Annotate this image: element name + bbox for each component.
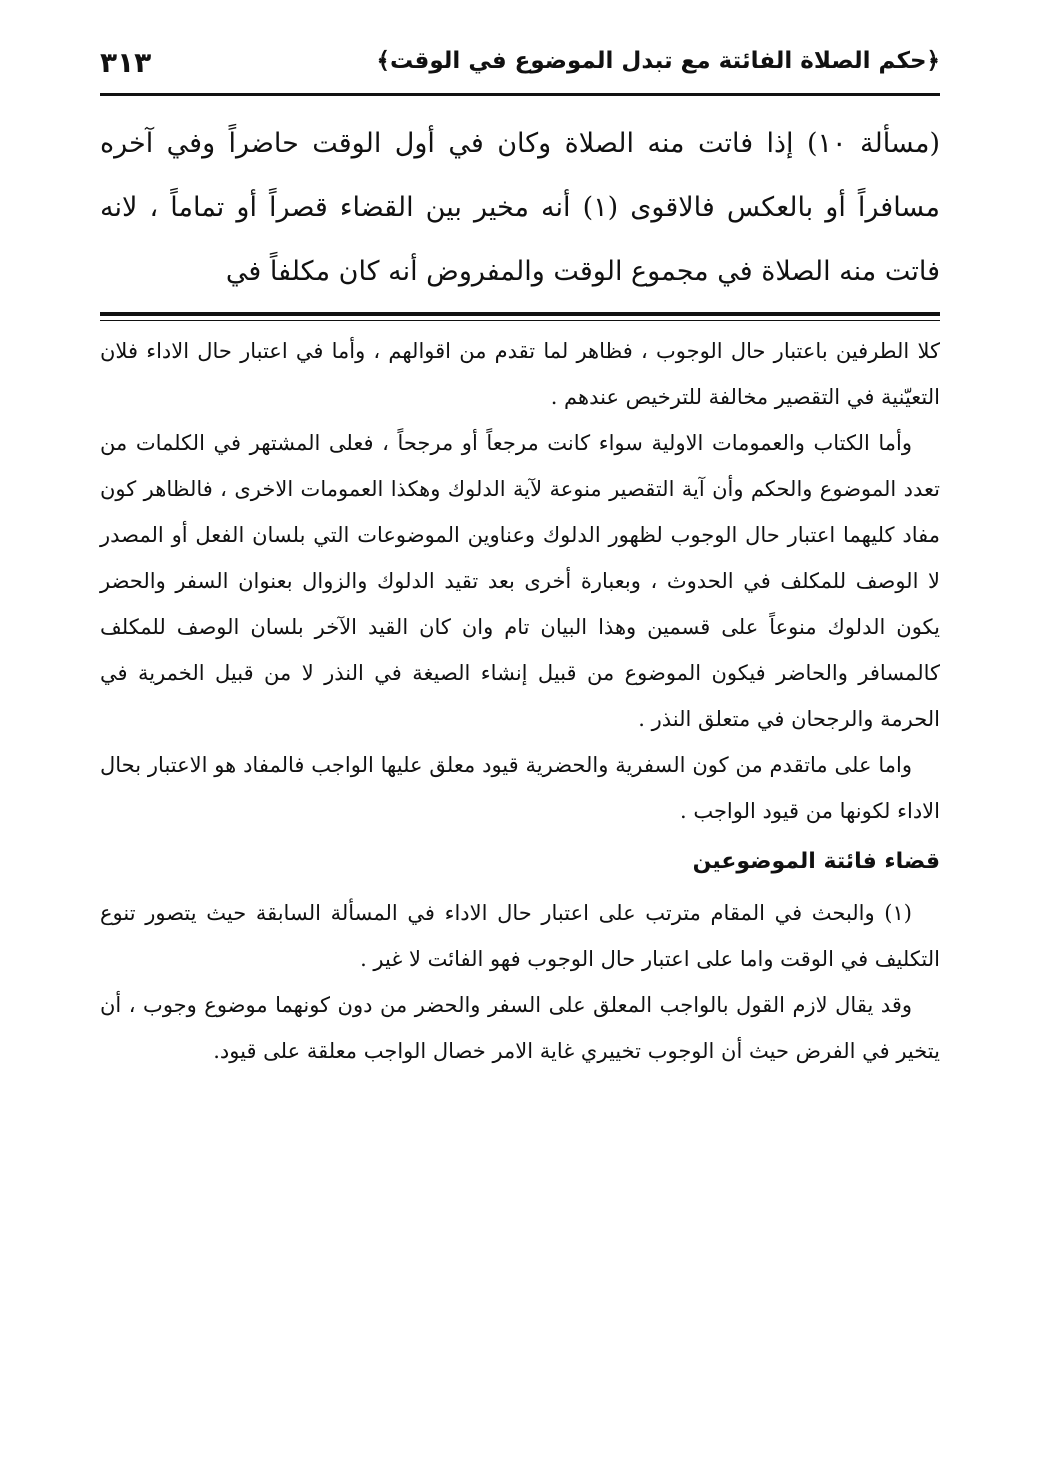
footnote-paragraph-5: وقد يقال لازم القول بالواجب المعلق على السفر والحضر من دون كونهما موضوع وجوب ، أن يتخير في الفرض حيث أن الوجوب تخييري غاية الامر خصال الواجب معلقة على قيود.	[100, 993, 940, 1063]
footnote-paragraph-4: (١) والبحث في المقام مترتب على اعتبار حال الاداء في المسألة السابقة حيث يتصور تنوع التكليف في الوقت واما على اعتبار حال الوجوب فهو الفائت لا غير .	[100, 901, 940, 971]
footnote-separator-thick	[100, 312, 940, 316]
footnote-paragraph-3: واما على ماتقدم من كون السفرية والحضرية قيود معلق عليها الواجب فالمفاد هو الاعتبار بحال الاداء لكونها من قيود الواجب .	[100, 753, 940, 823]
page-header	[100, 48, 940, 90]
footnote-separator-thin	[100, 320, 940, 321]
footnote-paragraph-1: كلا الطرفين باعتبار حال الوجوب ، فظاهر لما تقدم من اقوالهم ، وأما في اعتبار حال الاداء فلان التعيّنية في التقصير مخالفة للترخيص عندهم .	[100, 339, 940, 409]
footnotes	[100, 328, 940, 1074]
main-text	[100, 112, 940, 304]
section-heading: قضاء فائتة الموضوعين	[692, 849, 940, 874]
header-rule	[100, 93, 940, 96]
page-number: ٣١٣	[100, 46, 152, 79]
main-paragraph: (مسألة ١٠) إذا فاتت منه الصلاة وكان في أول الوقت حاضراً وفي آخره مسافراً أو بالعكس فالاقوى (١) أنه مخير بين القضاء قصراً أو تماماً ، لانه فاتت منه الصلاة في مجموع الوقت والمفروض أنه كان مكلفاً في	[100, 128, 941, 287]
footnote-paragraph-2: وأما الكتاب والعمومات الاولية سواء كانت مرجعاً أو مرجحاً ، فعلى المشتهر في الكلمات من تعدد الموضوع والحكم وأن آية التقصير منوعة لآية الدلوك وهكذا العمومات الاخرى ، فالظاهر كون مفاد كليهما اعتبار حال الوجوب لظهور الدلوك وعناوين الموضوعات التي بلسان الفعل أو المصدر لا الوصف للمكلف في الحدوث ، وبعبارة أخرى بعد تقيد الدلوك والزوال بعنوان السفر والحضر يكون الدلوك منوعاً على قسمين وهذا البيان تام وان كان القيد الآخر بلسان الوصف للمكلف كالمسافر والحاضر فيكون الموضوع من قبيل إنشاء الصيغة في النذر لا من قبيل الخمرية في الحرمة والرجحان في متعلق النذر .	[100, 431, 940, 731]
running-title: ﴿حكم الصلاة الفائتة مع تبدل الموضوع في الوقت﴾	[376, 48, 940, 74]
